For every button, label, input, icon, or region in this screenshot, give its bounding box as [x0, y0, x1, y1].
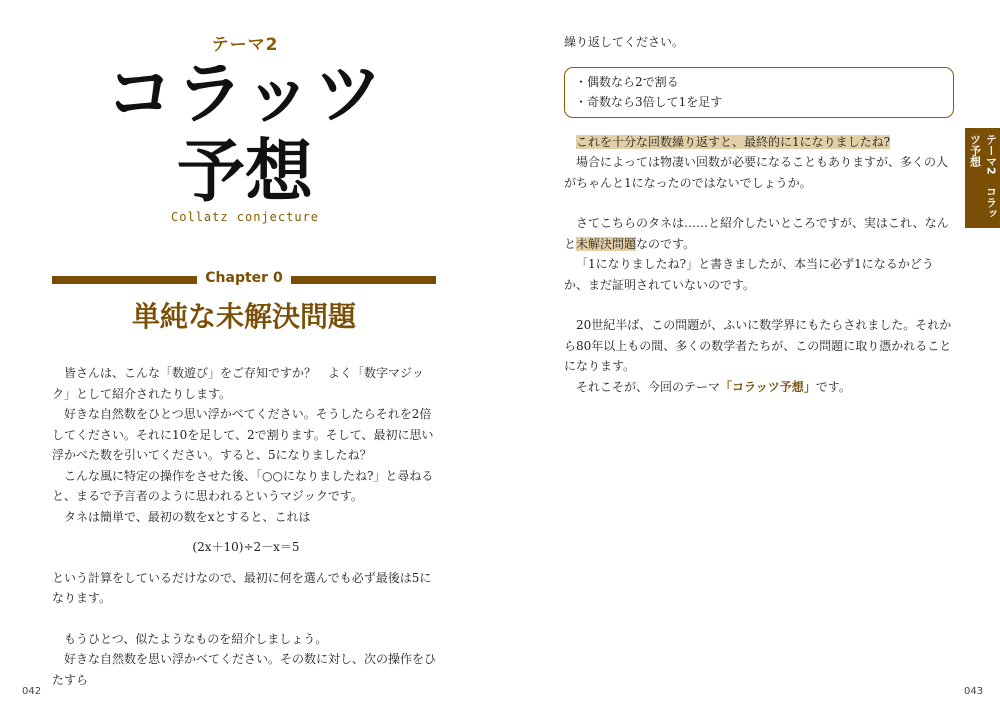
rules-box [564, 67, 954, 118]
english-subtitle: Collatz conjecture [170, 210, 320, 224]
highlighted-term: 未解決問題 [576, 236, 637, 251]
body-paragraph: こんな風に特定の操作をさせた後、「○○になりましたね?」と尋ねると、まるで予言者のように思われるというマジックです。 [52, 468, 434, 503]
body-paragraph: タネは簡単で、最初の数をxとすると、これは [64, 509, 311, 524]
body-paragraph [564, 213, 954, 254]
page-number-right: 043 [964, 686, 984, 697]
chapter-side-tab [965, 128, 1000, 228]
text-run: なのです。 [636, 236, 696, 251]
body-paragraph: 繰り返してください。 [564, 35, 685, 49]
text-run: それこそが、今回のテーマ [576, 379, 721, 394]
left-page-body [52, 363, 440, 690]
emphasis-term: 「コラッツ予想」 [720, 379, 816, 394]
chapter-title: 単純な未解決問題 [131, 300, 356, 333]
right-page-body [564, 32, 954, 397]
side-tab-label: テーマ2 コラッツ予想 [968, 134, 998, 219]
body-paragraph: 好きな自然数をひとつ思い浮かべてください。そうしたらそれを2倍してください。それに10を足して、2で割ります。そして、最初に思い浮かべた数を引いてください。すると、5になりましたね？ [52, 407, 434, 462]
body-paragraph: もうひとつ、似たようなものを紹介しましょう。 [64, 631, 328, 646]
rule-item: ・偶数なら2で割る [575, 74, 679, 89]
text-run: です。 [815, 379, 851, 394]
body-paragraph: 皆さんは、こんな「数遊び」をご存知ですか？ よく「数字マジック」として紹介されたりします。 [52, 366, 425, 401]
page-title-line1: コラッツ [105, 55, 385, 134]
theme-label: テーマ2 [211, 35, 279, 55]
page-title-line2: 予想 [176, 133, 313, 212]
body-paragraph [564, 377, 954, 398]
body-paragraph: 「1になりましたね?」と書きましたが、本当に必ず1になるかどうか、まだ証明されていないのです。 [564, 257, 934, 292]
text-run: さてこちらのタネは……と紹介したいところですが、実はこれ、なんと [564, 216, 949, 251]
chapter-label: Chapter 0 [197, 270, 290, 286]
chapter-heading-bar [52, 272, 436, 287]
highlighted-question: これを十分な回数繰り返すと、最終的に1になりましたね? [576, 134, 891, 149]
rule-item: ・奇数なら3倍して1を足す [575, 95, 723, 109]
body-paragraph: 好きな自然数を思い浮かべてください。その数に対し、次の操作をひたすら [52, 652, 437, 687]
page-number-left: 042 [22, 686, 42, 697]
formula: (2x＋10)÷2－x＝5 [192, 540, 300, 554]
body-paragraph: 場合によっては物凄い回数が必要になることもありますが、多くの人がちゃんと1になったのではないでしょうか。 [564, 155, 949, 190]
body-paragraph: という計算をしているだけなので、最初に何を選んでも必ず最後は5になります。 [52, 570, 432, 605]
body-paragraph: 20世紀半ば、この問題が、ふいに数学界にもたらされました。それから80年以上もの間、多くの数学者たちが、この問題に取り憑かれることになります。 [564, 318, 952, 373]
